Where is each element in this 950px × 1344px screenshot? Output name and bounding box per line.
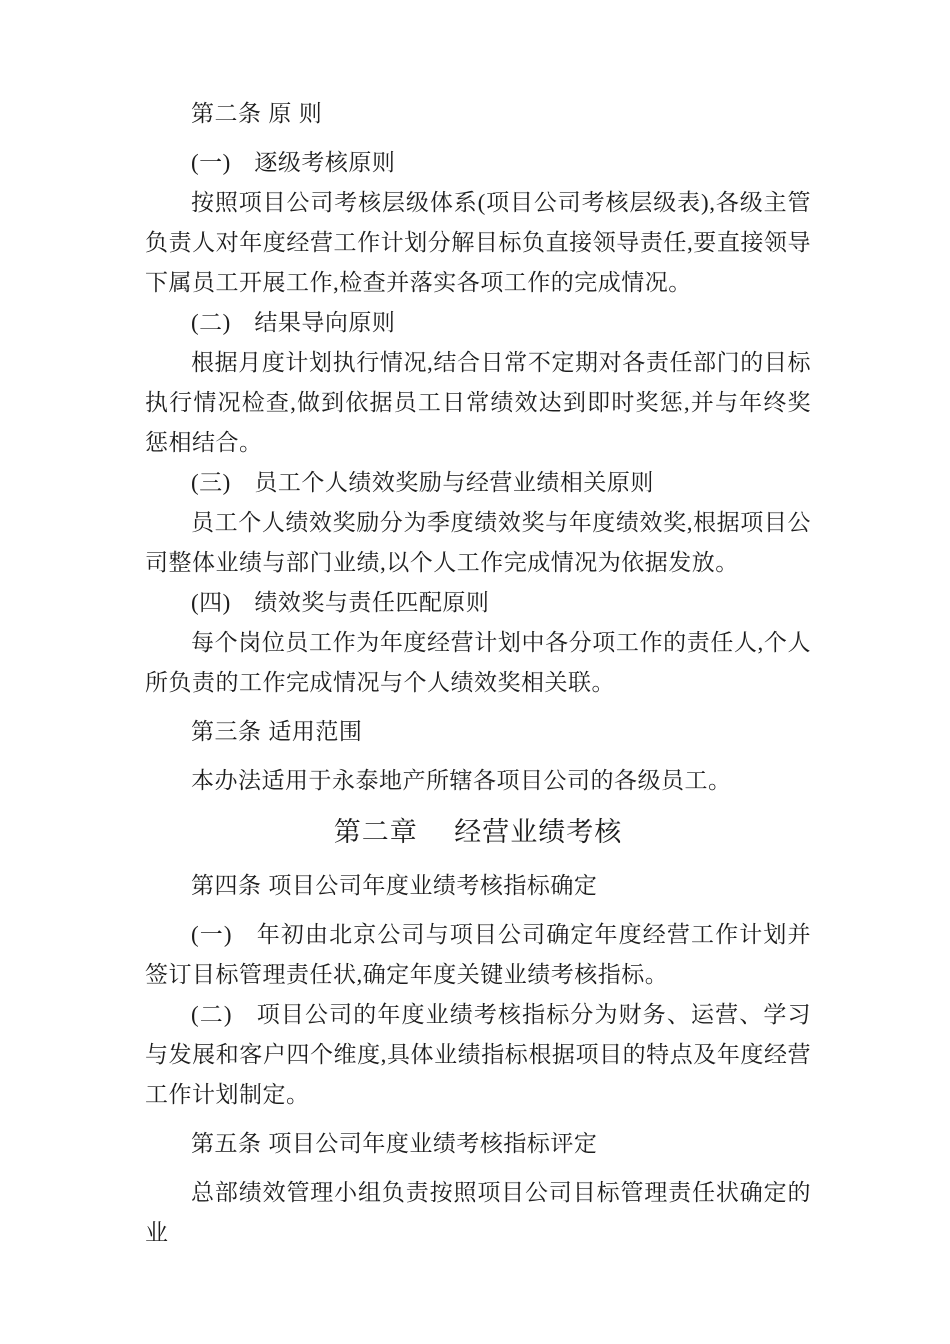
paragraph-principle-1: 按照项目公司考核层级体系(项目公司考核层级表),各级主管负责人对年度经营工作计划分解目标负直接领导责任,要直接领导下属员工开展工作,检查并落实各项工作的完成情况。 <box>145 190 811 295</box>
paragraph-principle-2: 根据月度计划执行情况,结合日常不定期对各责任部门的目标执行情况检查,做到依据员工日常绩效达到即时奖惩,并与年终奖惩相结合。 <box>145 350 811 455</box>
paragraph-indicator-item-1: (一) 年初由北京公司与项目公司确定年度经营工作计划并签订目标管理责任状,确定年度关键业绩考核指标。 <box>145 922 811 987</box>
item-heading-4: (四) 绩效奖与责任匹配原则 <box>191 590 490 615</box>
item-heading-3: (三) 员工个人绩效奖励与经营业绩相关原则 <box>191 470 654 495</box>
item-heading-2: (二) 结果导向原则 <box>191 310 396 335</box>
document-content <box>145 0 811 1253</box>
article-heading-indicator-determination: 第四条 项目公司年度业绩考核指标确定 <box>191 872 598 898</box>
paragraph-principle-3: 员工个人绩效奖励分为季度绩效奖与年度绩效奖,根据项目公司整体业绩与部门业绩,以个人工作完成情况为依据发放。 <box>145 510 811 575</box>
paragraph-principle-4: 每个岗位员工作为年度经营计划中各分项工作的责任人,个人所负责的工作完成情况与个人绩效奖相关联。 <box>145 630 811 695</box>
paragraph-indicator-item-2: (二) 项目公司的年度业绩考核指标分为财务、运营、学习与发展和客户四个维度,具体业绩指标根据项目的特点及年度经营工作计划制定。 <box>145 1002 811 1107</box>
paragraph-scope: 本办法适用于永泰地产所辖各项目公司的各级员工。 <box>191 768 732 793</box>
item-heading-1: (一) 逐级考核原则 <box>191 150 396 175</box>
article-heading-principles: 第二条 原 则 <box>191 100 323 126</box>
article-heading-scope: 第三条 适用范围 <box>191 718 363 744</box>
article-heading-indicator-evaluation: 第五条 项目公司年度业绩考核指标评定 <box>191 1130 598 1156</box>
chapter-heading-2: 第二章 经营业绩考核 <box>333 817 623 847</box>
paragraph-evaluation-intro: 总部绩效管理小组负责按照项目公司目标管理责任状确定的业 <box>145 1180 811 1245</box>
